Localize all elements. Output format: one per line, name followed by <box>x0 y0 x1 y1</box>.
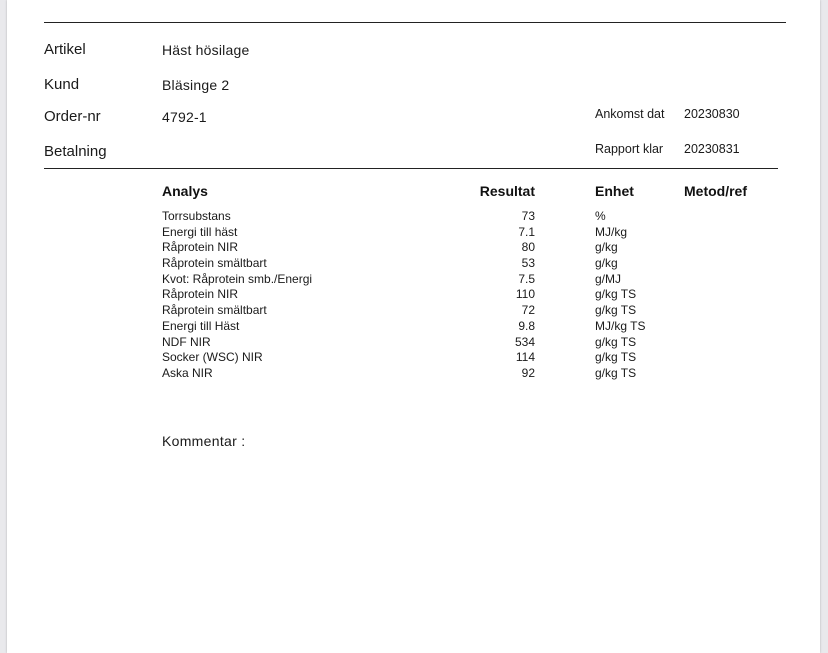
order-label: Order-nr <box>44 108 101 125</box>
analysis-unit: g/kg TS <box>595 350 637 365</box>
analysis-name: Kvot: Råprotein smb./Energi <box>162 271 313 286</box>
analysis-unit: g/kg TS <box>595 303 637 318</box>
table-row <box>7 350 820 366</box>
table-row <box>7 287 820 303</box>
analysis-result: 534 <box>514 334 535 349</box>
table-row <box>7 335 820 351</box>
header-divider <box>44 168 778 169</box>
analysis-unit: g/kg <box>595 256 618 271</box>
betalning-label: Betalning <box>44 143 107 160</box>
analysis-name: Torrsubstans <box>162 209 231 223</box>
rapport-value: 20230831 <box>684 142 740 156</box>
analysis-result: 92 <box>521 365 535 380</box>
analysis-result: 7.1 <box>518 224 535 239</box>
analysis-name: NDF NIR <box>162 334 211 349</box>
table-row <box>7 256 820 272</box>
table-row <box>7 366 820 382</box>
analysis-result: 7.5 <box>518 271 535 286</box>
column-header-metod: Metod/ref <box>684 183 747 199</box>
report-page <box>7 0 820 653</box>
analysis-result: 53 <box>521 256 535 271</box>
artikel-label: Artikel <box>44 41 86 58</box>
table-row <box>7 209 820 225</box>
analysis-name: Råprotein smältbart <box>162 303 267 318</box>
analysis-result: 9.8 <box>518 318 535 333</box>
column-header-resultat: Resultat <box>479 183 535 199</box>
analysis-name: Energi till häst <box>162 224 238 239</box>
analysis-unit: MJ/kg TS <box>595 318 646 333</box>
analysis-result: 110 <box>515 287 535 302</box>
analysis-unit: % <box>595 209 606 223</box>
analysis-unit: g/kg TS <box>595 334 637 349</box>
comment-label: Kommentar : <box>162 433 246 449</box>
analysis-result: 80 <box>521 240 535 255</box>
rapport-label: Rapport klar <box>595 142 664 156</box>
ankomst-label: Ankomst dat <box>595 107 665 121</box>
analysis-unit: g/kg TS <box>595 365 637 380</box>
column-header-enhet: Enhet <box>595 183 634 199</box>
analysis-name: Energi till Häst <box>162 318 240 333</box>
analysis-name: Socker (WSC) NIR <box>162 350 263 365</box>
column-header-analys: Analys <box>162 183 208 199</box>
analysis-unit: g/kg TS <box>595 287 637 302</box>
table-row <box>7 240 820 256</box>
analysis-result: 72 <box>521 303 535 318</box>
analysis-unit: MJ/kg <box>595 224 628 239</box>
analysis-name: Råprotein NIR <box>162 240 239 255</box>
kund-label: Kund <box>44 76 80 93</box>
analysis-name: Aska NIR <box>162 365 213 380</box>
ankomst-value: 20230830 <box>684 107 740 121</box>
analysis-name: Råprotein smältbart <box>162 256 267 271</box>
table-row <box>7 319 820 335</box>
kund-value: Bläsinge 2 <box>162 77 230 93</box>
analysis-result: 114 <box>515 350 535 365</box>
table-row <box>7 225 820 241</box>
analysis-unit: g/kg <box>595 240 618 255</box>
top-divider <box>44 22 786 23</box>
table-row <box>7 272 820 288</box>
analysis-table <box>7 209 820 382</box>
analysis-unit: g/MJ <box>595 271 622 286</box>
analysis-name: Råprotein NIR <box>162 287 239 302</box>
artikel-value: Häst hösilage <box>162 42 250 58</box>
order-value: 4792-1 <box>162 109 207 125</box>
analysis-result: 73 <box>521 209 535 223</box>
table-row <box>7 303 820 319</box>
